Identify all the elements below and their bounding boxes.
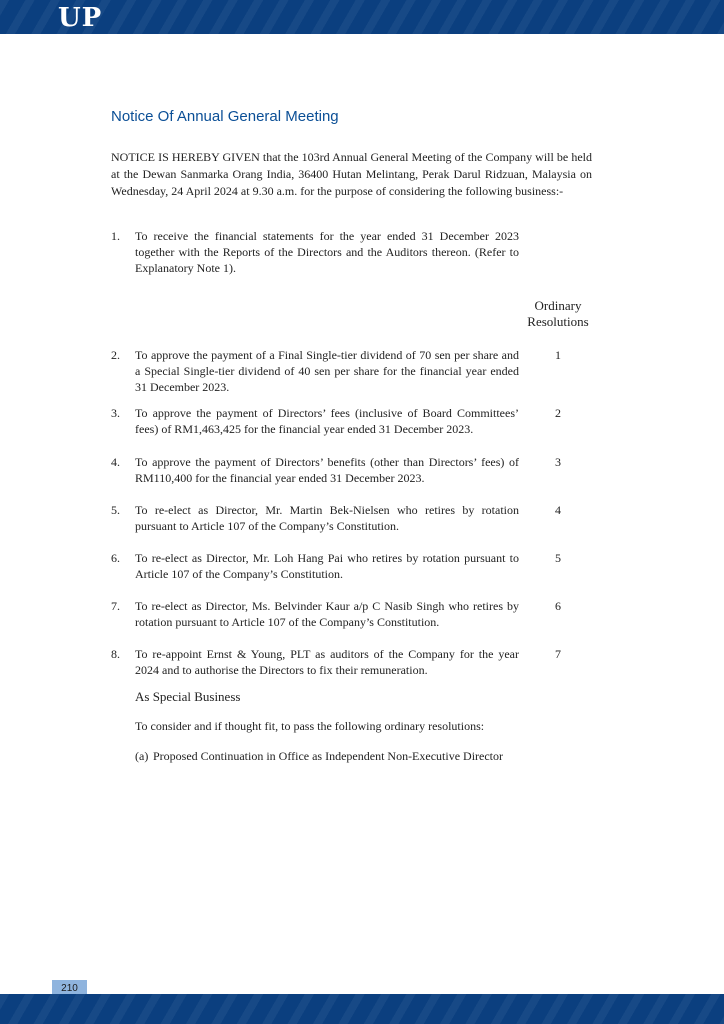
- item-number: 2.: [111, 348, 120, 362]
- company-logo: UP: [58, 3, 103, 33]
- page-number: 210: [52, 980, 87, 1016]
- resolution-number: 6: [555, 599, 561, 613]
- sub-item-marker: (a): [135, 749, 149, 763]
- header-band: [0, 0, 724, 34]
- sub-item-text: Proposed Continuation in Office as Independent Non-Executive Director: [153, 749, 504, 763]
- special-business-intro: To consider and if thought fit, to pass the following ordinary resolutions:: [135, 719, 485, 733]
- item-text: To receive the financial statements for the year ended 31 December 2023 together with the Reports of the Directors and the Auditors thereon. (Refer to Explanatory Note 1).: [135, 229, 519, 275]
- item-text: To re-appoint Ernst & Young, PLT as auditors of the Company for the year 2024 and to authorise the Directors to fix their remuneration.: [135, 647, 519, 677]
- item-number: 7.: [111, 599, 120, 613]
- resolution-number: 1: [555, 348, 561, 362]
- item-number: 6.: [111, 551, 120, 565]
- item-number: 1.: [111, 229, 120, 243]
- resolutions-column-header: [516, 298, 600, 330]
- resolution-number: 3: [555, 455, 561, 469]
- item-text: To re-elect as Director, Ms. Belvinder Kaur a/p C Nasib Singh who retires by rotation pursuant to Article 107 of the Company’s Constitution.: [135, 599, 519, 629]
- item-number: 5.: [111, 503, 120, 517]
- item-number: 3.: [111, 406, 120, 420]
- resolution-number: 2: [555, 406, 561, 420]
- item-number: 4.: [111, 455, 120, 469]
- special-business-heading: As Special Business: [135, 689, 241, 704]
- resolution-number: 4: [555, 503, 561, 517]
- item-text: To approve the payment of Directors’ benefits (other than Directors’ fees) of RM110,400 for the financial year ended 31 December 2023.: [135, 455, 519, 485]
- page-title: Notice Of Annual General Meeting: [111, 108, 339, 125]
- resolution-number: 7: [555, 647, 561, 661]
- item-text: To re-elect as Director, Mr. Martin Bek-Nielsen who retires by rotation pursuant to Article 107 of the Company’s Constitution.: [135, 503, 519, 533]
- resolutions-header-line2: Resolutions: [527, 314, 589, 329]
- item-text: To approve the payment of a Final Single-tier dividend of 70 sen per share and a Special Single-tier dividend of 40 sen per share for the financial year ended 31 December 2023.: [135, 348, 519, 394]
- resolution-number: 5: [555, 551, 561, 565]
- item-text: To approve the payment of Directors’ fees (inclusive of Board Committees’ fees) of RM1,463,425 for the financial year ended 31 December 2023.: [135, 406, 519, 436]
- item-number: 8.: [111, 647, 120, 661]
- notice-intro: NOTICE IS HEREBY GIVEN that the 103rd Annual General Meeting of the Company will be held at the Dewan Sanmarka Orang India, 36400 Hutan Melintang, Perak Darul Ridzuan, Malaysia on Wednesday, 24 April 2024 at 9.30 a.m. for the purpose of considering the following business:-: [111, 150, 592, 198]
- footer-band: [0, 994, 724, 1024]
- resolutions-header-line1: Ordinary: [534, 298, 582, 313]
- item-text: To re-elect as Director, Mr. Loh Hang Pai who retires by rotation pursuant to Article 107 of the Company’s Constitution.: [135, 551, 519, 581]
